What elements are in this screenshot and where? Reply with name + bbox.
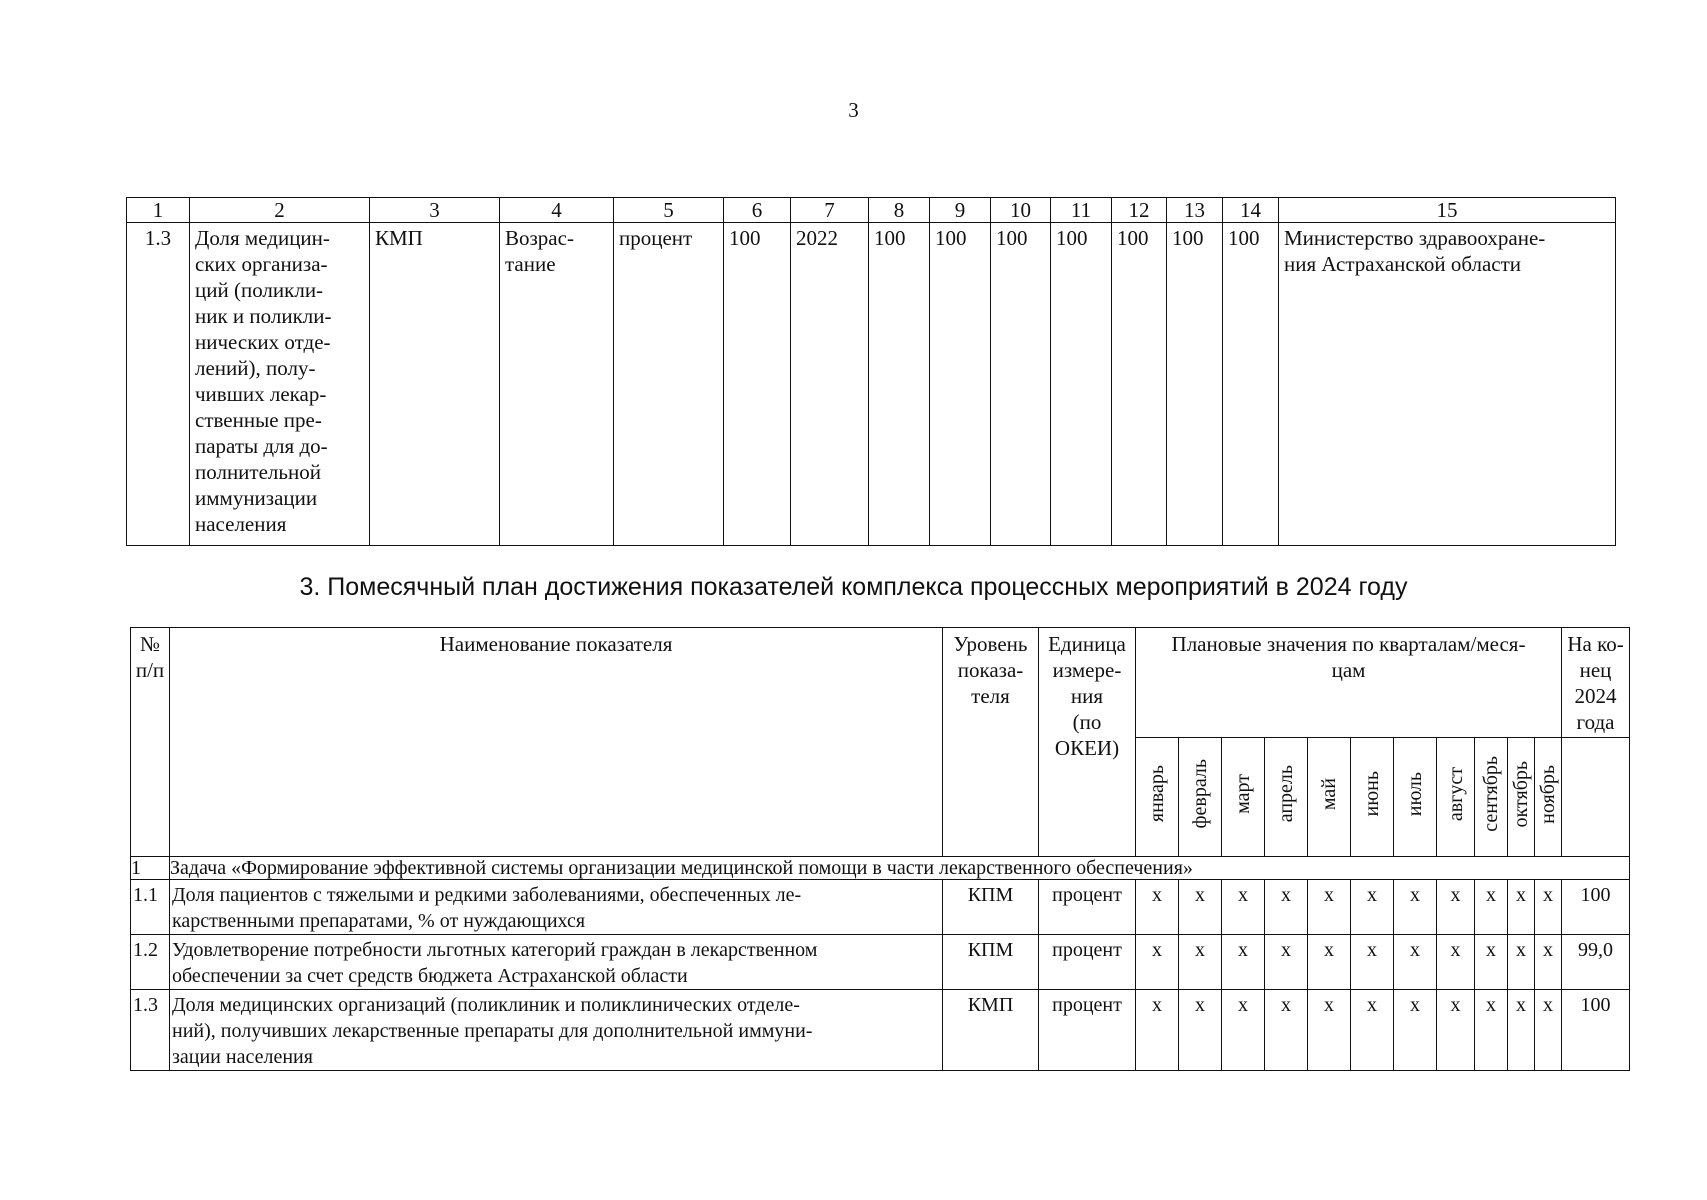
text-line: ния [1070,684,1104,708]
month-value: x [1475,935,1508,990]
month-value: x [1136,990,1179,1071]
column-number-row [127,198,1616,223]
header-year-end [1562,628,1630,738]
text-line: лений), полу- [195,356,316,380]
month-label: июнь [1361,771,1383,817]
month-value: x [1265,880,1308,935]
text-line: нец [1579,658,1612,682]
month-label: октябрь [1510,760,1532,828]
indicator-unit: процент [614,223,724,546]
text-line: Возрас- [505,226,574,250]
table-row [131,935,1630,990]
month-header [1222,738,1265,857]
month-label: март [1232,774,1254,814]
month-label: сентябрь [1480,756,1502,832]
text-line: нических отде- [195,330,331,354]
column-number: 15 [1279,198,1616,223]
indicator-unit: процент [1039,990,1136,1071]
value-cell: 100 [991,223,1051,546]
column-number: 8 [869,198,930,223]
text-line: Доля медицин- [195,226,330,250]
text-line: полнительной [195,460,321,484]
month-value: x [1136,935,1179,990]
month-value: x [1351,880,1394,935]
text-line: Единица [1048,632,1126,656]
indicator-unit: процент [1039,935,1136,990]
month-label: ноябрь [1537,764,1559,824]
indicator-level: КПМ [943,935,1039,990]
month-value: x [1179,935,1222,990]
indicator-name [170,990,943,1071]
row-number: 1.1 [131,880,170,935]
month-label: август [1444,766,1467,822]
column-number: 4 [500,198,614,223]
month-label: июль [1404,771,1426,817]
year-end-value: 100 [1562,990,1630,1071]
value-cell: 100 [1112,223,1167,546]
value-cell: 100 [724,223,791,546]
month-header [1437,738,1475,857]
month-value: x [1265,935,1308,990]
month-value: x [1394,990,1437,1071]
column-number: 12 [1112,198,1167,223]
column-number: 7 [791,198,869,223]
text-line: На ко- [1567,632,1624,656]
text-line: Плановые значения по кварталам/меся- [1171,632,1526,656]
month-value: x [1308,990,1351,1071]
text-line: ния Астраханской области [1284,252,1522,276]
month-value: x [1535,935,1562,990]
month-value: x [1222,990,1265,1071]
month-value: x [1351,990,1394,1071]
month-value: x [1535,990,1562,1071]
month-label: февраль [1189,759,1211,829]
month-header [1136,738,1179,857]
task-row [131,857,1630,880]
month-value: x [1265,990,1308,1071]
month-value: x [1394,880,1437,935]
column-number: 9 [930,198,991,223]
month-header [1308,738,1351,857]
column-number: 10 [991,198,1051,223]
text-line: зации населения [172,1046,313,1068]
month-header [1475,738,1508,857]
month-label: май [1318,777,1340,811]
indicator-level: КМП [943,990,1039,1071]
month-label: январь [1146,765,1168,823]
text-line: Доля пациентов с тяжелыми и редкими заболеваниями, обеспеченных ле- [172,884,802,906]
text-line: показа- [957,658,1024,682]
month-value: x [1475,990,1508,1071]
text-line: измере- [1052,658,1122,682]
column-number: 6 [724,198,791,223]
column-number: 11 [1051,198,1112,223]
text-line: теля [971,684,1010,708]
text-line: ний), получивших лекарственные препараты для дополнительной иммуни- [172,1020,813,1042]
header-unit [1039,628,1136,857]
month-value: x [1222,935,1265,990]
text-line: чивших лекар- [195,382,327,406]
month-value: x [1308,880,1351,935]
month-value: x [1508,935,1535,990]
text-line: тание [505,252,556,276]
table-row [131,990,1630,1071]
text-line: цам [1331,658,1366,682]
month-label: апрель [1275,765,1297,823]
text-line: № [139,632,161,656]
task-number: 1 [131,857,170,880]
task-text: Задача «Формирование эффективной системы организации медицинской помощи в части лекарственного обеспечения» [170,857,1630,880]
month-value: x [1475,880,1508,935]
value-cell: 100 [1167,223,1223,546]
text-line: обеспечении за счет средств бюджета Астраханской области [172,965,688,987]
text-line: (по [1072,710,1102,734]
indicator-name [170,880,943,935]
indicator-level: КПМ [943,880,1039,935]
header-number [131,628,170,857]
month-header [1394,738,1437,857]
text-line: 2024 [1574,684,1617,708]
indicator-name [190,223,370,546]
text-line: ник и поликли- [195,304,332,328]
value-cell: 100 [869,223,930,546]
header-plan-values [1136,628,1562,738]
value-cell: 100 [1223,223,1279,546]
text-line: ственные пре- [195,408,322,432]
month-value: x [1394,935,1437,990]
month-value: x [1508,990,1535,1071]
text-line: ций (поликли- [195,278,324,302]
column-number: 3 [370,198,500,223]
month-value: x [1437,880,1475,935]
month-value: x [1179,990,1222,1071]
month-value: x [1535,880,1562,935]
table-row [127,223,1616,546]
column-number: 13 [1167,198,1223,223]
month-value: x [1437,935,1475,990]
table-row [131,880,1630,935]
text-line: населения [195,512,287,536]
section-title: 3. Помесячный план достижения показателей комплекса процессных мероприятий в 2024 году [299,573,1408,601]
text-line: Доля медицинских организаций (поликлиник и поликлинических отделе- [172,994,800,1016]
month-header [1535,738,1562,857]
month-header [1351,738,1394,857]
text-line: иммунизации [195,486,318,510]
monthly-plan-table [130,627,1630,1071]
value-cell: 2022 [791,223,869,546]
indicator-trend [500,223,614,546]
text-line: ских организа- [195,252,328,276]
text-line: ОКЕИ) [1054,736,1120,760]
text-line: карственными препаратами, % от нуждающихся [172,910,586,932]
column-number: 5 [614,198,724,223]
text-line: Удовлетворение потребности льготных категорий граждан в лекарственном [172,939,818,961]
month-header [1265,738,1308,857]
empty-cell [1562,738,1630,857]
header-indicator-name: Наименование показателя [170,628,943,857]
header-row [131,628,1630,738]
month-value: x [1351,935,1394,990]
column-number: 1 [127,198,190,223]
month-value: x [1179,880,1222,935]
year-end-value: 99,0 [1562,935,1630,990]
month-header [1179,738,1222,857]
value-cell: 100 [930,223,991,546]
page-number: 3 [848,98,859,122]
text-line: Уровень [953,632,1028,656]
header-level [943,628,1039,857]
text-line: п/п [135,658,165,682]
text-line: Министерство здравоохране- [1284,226,1546,250]
month-value: x [1437,990,1475,1071]
indicators-table-continuation [126,197,1616,546]
value-cell: 100 [1051,223,1112,546]
text-line: параты для до- [195,434,328,458]
row-number: 1.3 [127,223,190,546]
indicator-unit: процент [1039,880,1136,935]
month-value: x [1508,880,1535,935]
indicator-name [170,935,943,990]
month-header [1508,738,1535,857]
column-number: 2 [190,198,370,223]
responsible-body [1279,223,1616,546]
text-line: года [1576,710,1615,734]
month-value: x [1308,935,1351,990]
row-number: 1.2 [131,935,170,990]
month-value: x [1136,880,1179,935]
column-number: 14 [1223,198,1279,223]
row-number: 1.3 [131,990,170,1071]
indicator-level: КМП [370,223,500,546]
month-value: x [1222,880,1265,935]
year-end-value: 100 [1562,880,1630,935]
